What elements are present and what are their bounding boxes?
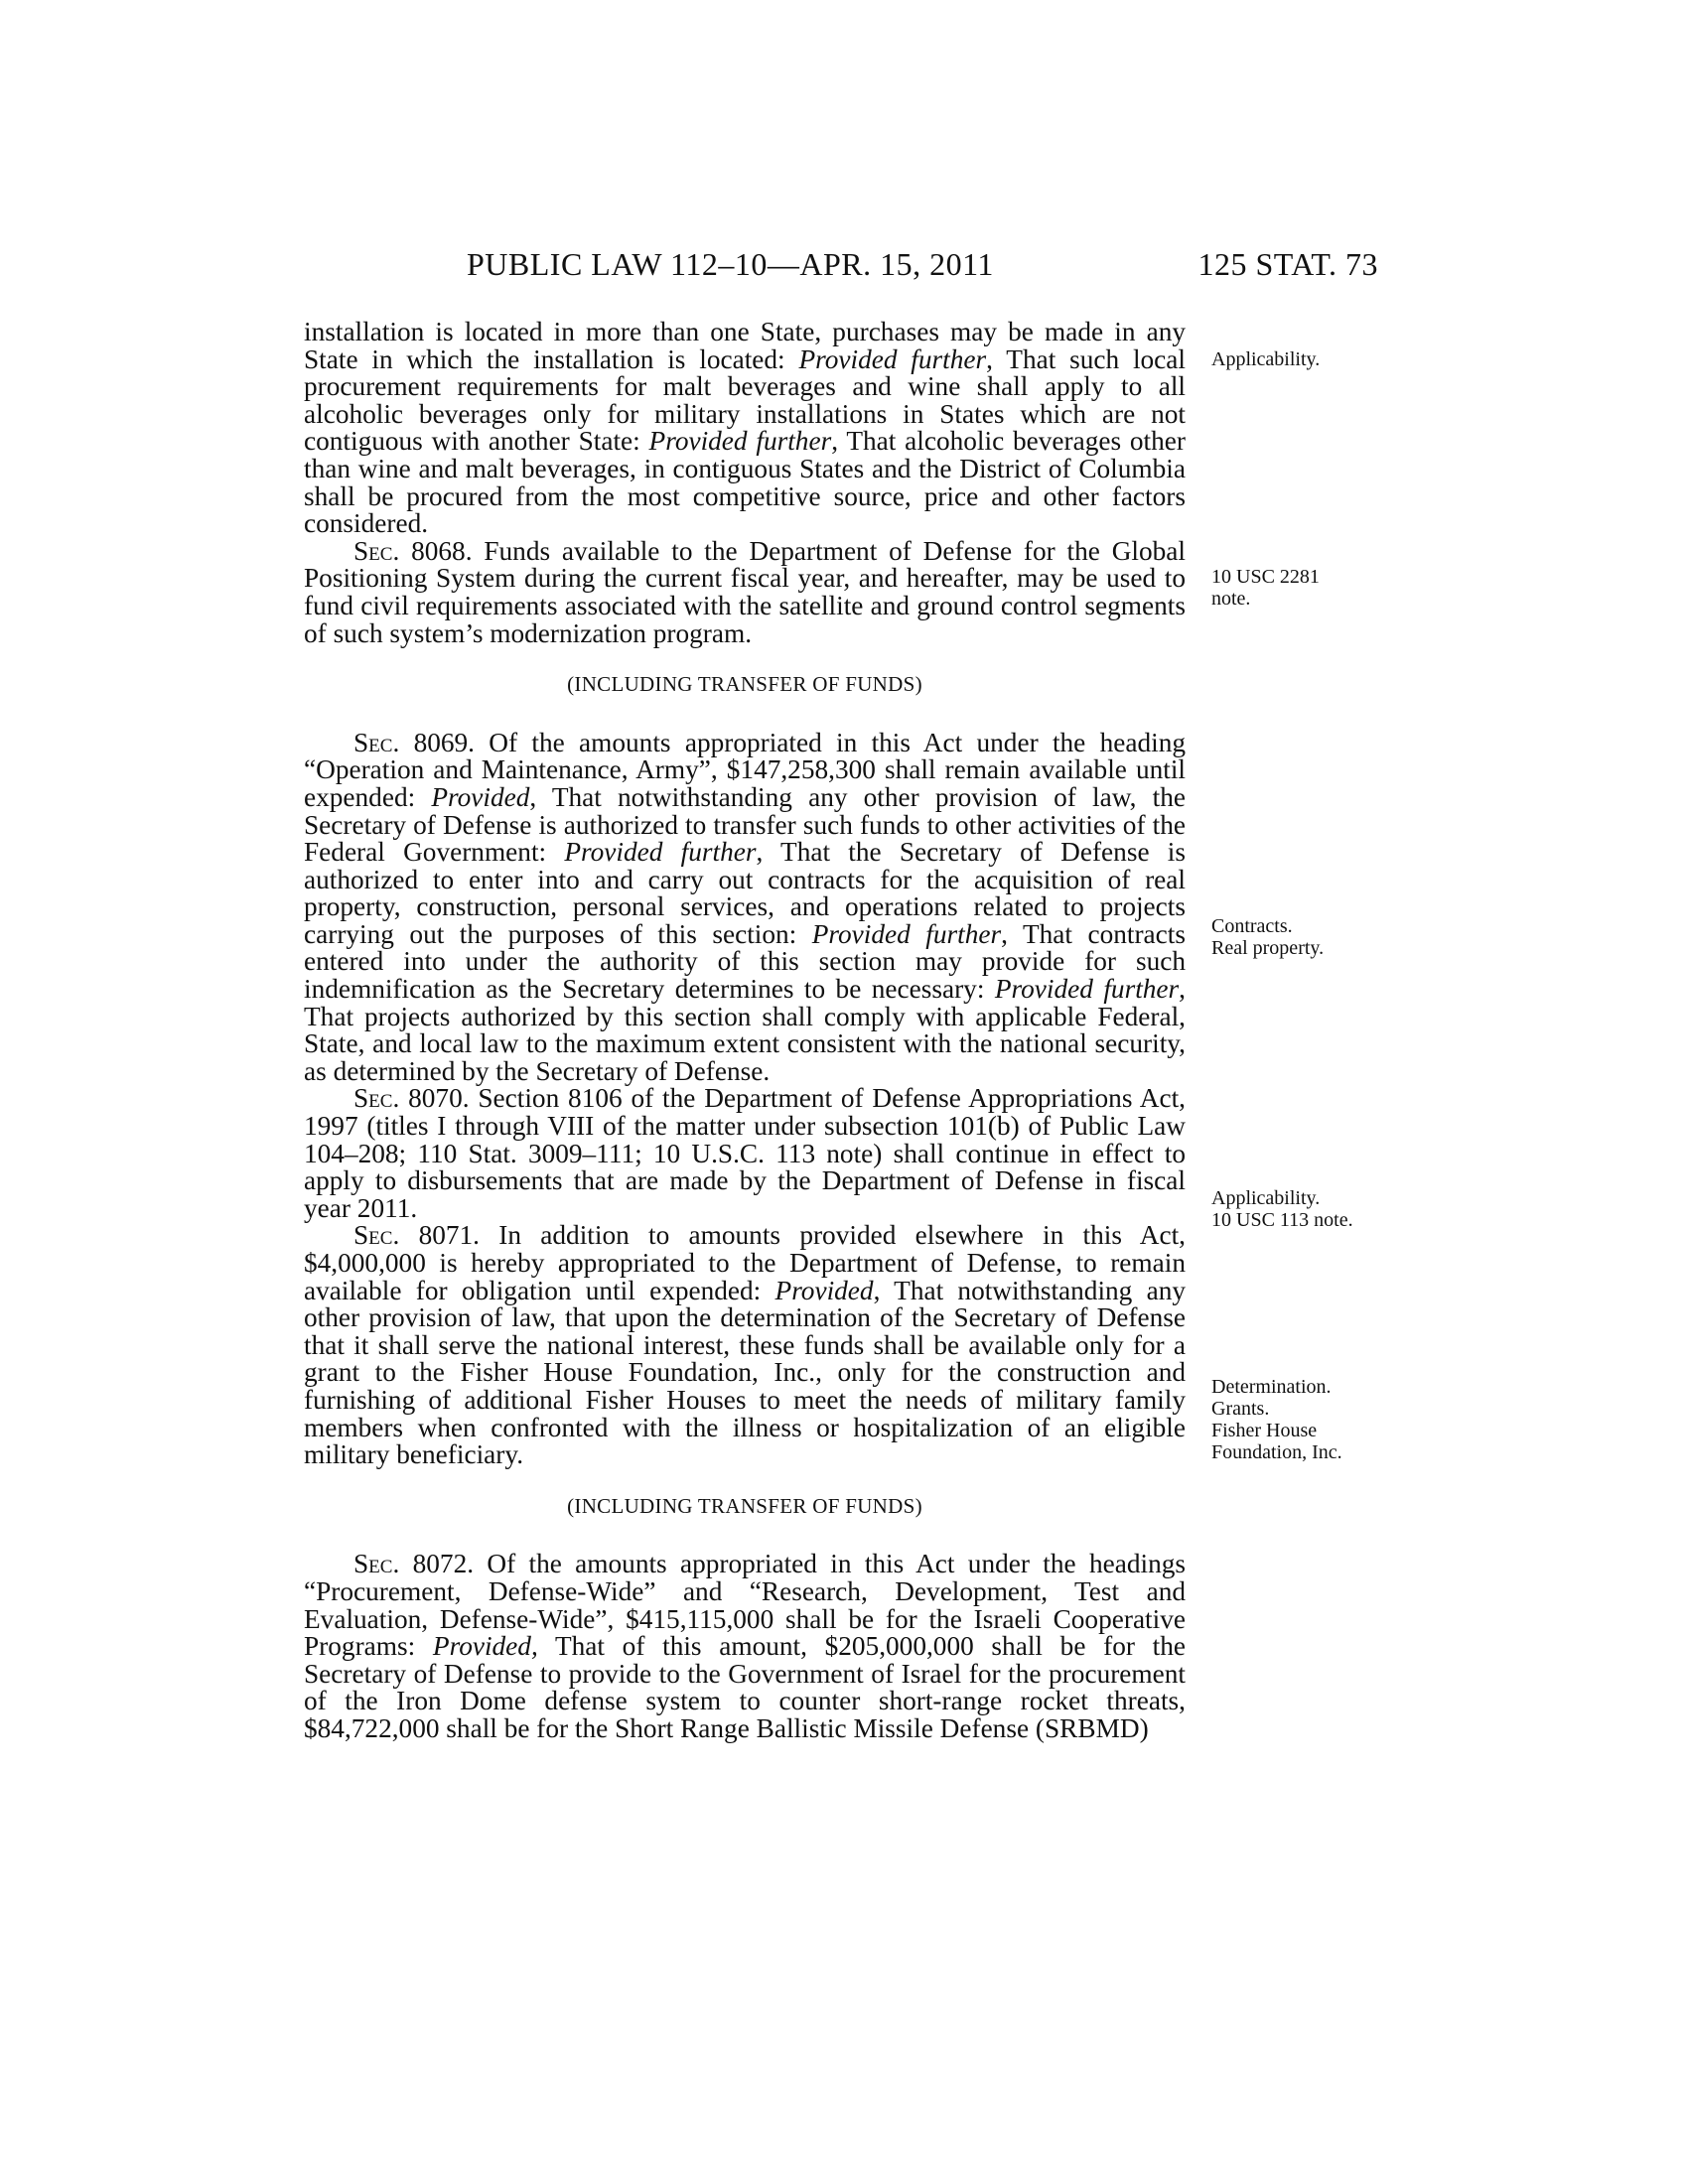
paragraph-continuation: installation is located in more than one State, purchases may be made in any State in which the installation is located: Provided further, That such local procurement requirements for malt beverages and wine shall apply to all alcoholic beverages only for military installations in States which are not contiguous with another State: Provided further, That alcoholic beverages other than wine and malt beverages, in contiguous States and the District of Columbia shall be procured from the most competitive source, price and other factors considered.: [304, 317, 1186, 539]
section-8071: Sec. 8071. In addition to amounts provided elsewhere in this Act, $4,000,000 is hereby appropriated to the Department of Defense, to remain available for obligation until expended: Provided, That notwithstanding any other provision of law, that upon the determination of the Secretary of Defense that it shall serve the national interest, these funds shall be available only for a grant to the Fisher House Foundation, Inc., only for the construction and furnishing of additional Fisher Houses to meet the needs of military family members when confronted with the illness or hospitalization of an eligible military beneficiary.: [304, 1220, 1186, 1470]
section-label: Sec.: [353, 1083, 400, 1114]
section-8069: Sec. 8069. Of the amounts appropriated in this Act under the heading “Operation and Maintenance, Army”, $147,258,300 shall remain available until expended: Provided, That notwithstanding any other provision of law, the Secretary of Defense is authorized to transfer such funds to other activities of the Federal Government: Provided further, That the Secretary of Defense is authorized to enter into and carry out contracts for the acquisition of real property, construction, personal services, and operations related to projects carrying out the purposes of this section: Provided further, That contracts entered into under the authority of this section may provide for such indemnification as the Secretary determines to be necessary: Provided further, That projects authorized by this section shall comply with applicable Federal, State, and local law to the maximum extent consistent with the national security, as determined by the Secretary of Defense.: [304, 727, 1187, 1086]
section-label: Sec.: [353, 535, 400, 566]
transfer-heading-2: (INCLUDING TRANSFER OF FUNDS): [567, 1493, 922, 1518]
section-label: Sec.: [353, 727, 400, 757]
margin-note-usc-2281: 10 USC 2281 note.: [1211, 566, 1320, 610]
margin-note-fisher-house: Determination. Grants. Fisher House Foundation, Inc.: [1211, 1376, 1342, 1463]
section-label: Sec.: [353, 1549, 400, 1579]
margin-note-applicability: Applicability.: [1211, 348, 1321, 370]
page-title: PUBLIC LAW 112–10—APR. 15, 2011: [467, 246, 994, 282]
section-8070: Sec. 8070. Section 8106 of the Department of Defense Appropriations Act, 1997 (titles I through VIII of the matter under subsection 101(b) of Public Law 104–208; 110 Stat. 3009–111; 10 U.S.C. 113 note) shall continue in effect to apply to disbursements that are made by the Department of Defense in fiscal year 2011.: [304, 1083, 1186, 1223]
page-statute-ref: 125 STAT. 73: [1197, 246, 1378, 282]
transfer-heading-1: (INCLUDING TRANSFER OF FUNDS): [567, 672, 922, 697]
section-8068: Sec. 8068. Funds available to the Department of Defense for the Global Positioning System during the current fiscal year, and hereafter, may be used to fund civil requirements associated with the satellite and ground control segments of such system’s modernization program.: [304, 535, 1186, 648]
margin-note-usc-113: Applicability. 10 USC 113 note.: [1211, 1187, 1353, 1231]
margin-note-contracts: Contracts. Real property.: [1211, 915, 1325, 959]
page-header: [298, 246, 1378, 286]
document-body: [304, 319, 1186, 1743]
section-8072: Sec. 8072. Of the amounts appropriated in this Act under the headings “Procurement, Defense-Wide” and “Research, Development, Test and Evaluation, Defense-Wide”, $415,115,000 shall be for the Israeli Cooperative Programs: Provided, That of this amount, $205,000,000 shall be for the Secretary of Defense to provide to the Government of Israel for the procurement of the Iron Dome defense system to counter short-range rocket threats, $84,722,000 shall be for the Short Range Ballistic Missile Defense (SRBMD): [304, 1549, 1186, 1743]
section-label: Sec.: [353, 1220, 400, 1251]
